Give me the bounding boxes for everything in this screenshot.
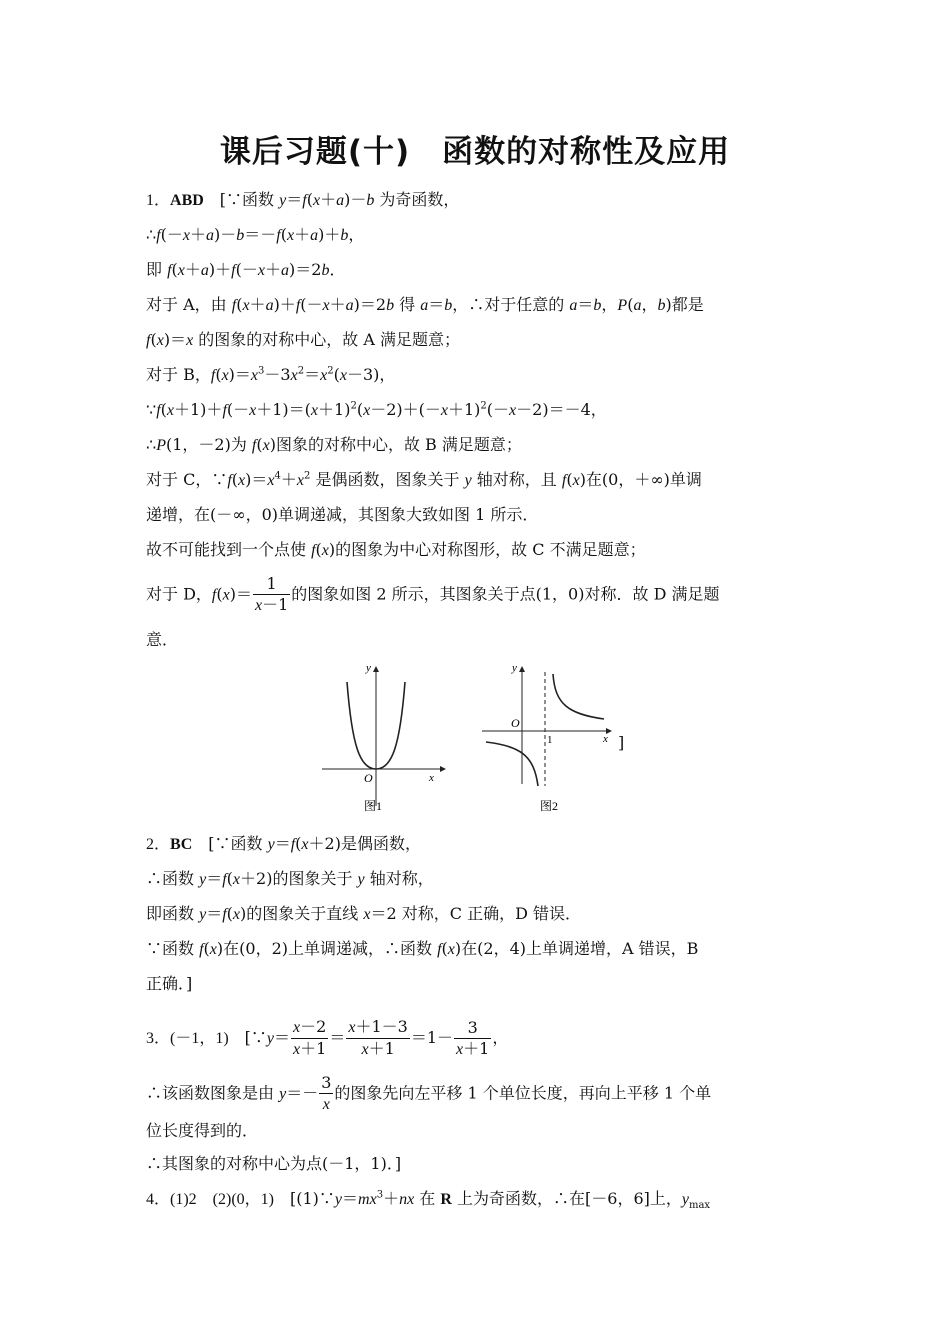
fig1-y-label: y <box>366 662 371 674</box>
figure-1 <box>322 656 452 816</box>
fig2-x-label: x <box>603 733 608 745</box>
q3-number: 3．(－1，1) <box>146 1030 229 1047</box>
q1-line-5: f(x)＝x 的图象的对称中心，故 A 满足题意； <box>146 330 460 349</box>
fig2-caption: 图2 <box>540 799 559 813</box>
q1-line-4: 对于 A，由 f(x＋a)＋f(－x＋a)＝2b 得 a＝b，∴对于任意的 a＝b，P(a，b)都是 <box>146 295 704 314</box>
q2-line-5: 正确．] <box>146 974 193 993</box>
q2-line-1: 2．BC [∵函数 y＝f(x＋2)是偶函数， <box>146 834 421 853</box>
q1-close-bracket: ] <box>618 733 625 752</box>
q2-line-2: ∴函数 y＝f(x＋2)的图象关于 y 轴对称， <box>146 869 434 888</box>
fig2-tick-one: 1 <box>547 734 553 746</box>
q1-line-2: ∴f(－x＋a)－b＝－f(x＋a)＋b， <box>146 225 365 244</box>
q1-line-6: 对于 B，$f(x)=x^3-3x^2=x^2(x-3)$， <box>146 365 396 384</box>
q1-line-9: 对于 C，$\because f(x)=x^4+x^2$ 是偶函数，图象关于 y 轴对称，且 f(x)在(0，＋∞)单调 <box>146 470 702 489</box>
q3-line-4: ∴其图象的对称中心为点(－1，1)．] <box>146 1154 402 1173</box>
q1-number: 1． <box>146 192 171 209</box>
page-title: 课后习题(十) 函数的对称性及应用 <box>219 134 731 170</box>
q1-line-1: 1．ABD [∵函数 y＝f(x＋a)－b 为奇函数， <box>146 190 460 209</box>
fig2-origin-label: O <box>511 716 520 730</box>
fig1-caption: 图1 <box>364 799 383 813</box>
figure-2 <box>476 656 616 816</box>
q1-line-8: ∴P(1，－2)为 f(x)图象的对称中心，故 B 满足题意； <box>146 435 522 454</box>
q2-line-3: 即函数 y＝f(x)的图象关于直线 x＝2 对称，C 正确，D 错误． <box>146 904 581 923</box>
q1-line-3: 即 f(x＋a)＋f(－x＋a)＝2b． <box>146 260 346 279</box>
q1-line-11: 故不可能找到一个点使 f(x)的图象为中心对称图形，故 C 不满足题意； <box>146 540 646 559</box>
q1-line-7: $\because f(x+1)+f(-x+1)=(x+1)^2(x-2)+(-x+1)^2(-x-2)=-4$， <box>146 400 607 419</box>
q2-answer: BC <box>170 836 193 853</box>
q3-line-1: 3．(－1，1) [∵y＝ $\frac{x-2}{x+1}$ ＝ $\frac{x+1-3}{x+1}$ ＝1－ $\frac{3}{x+1}$ ， <box>146 1017 509 1058</box>
fig2-y-label: y <box>512 662 517 674</box>
q3-line-2: ∴该函数图象是由 y＝－ $\frac{3}{x}$ 的图象先向左平移 1 个单位长度，再向上平移 1 个单 <box>146 1073 712 1113</box>
q4-number: 4．(1)2 (2)(0，1) <box>146 1191 274 1208</box>
q1-line-12: 对于 D，f(x)＝ $\frac{1}{x-1}$ 的图象如图 2 所示，其图象关于点(1，0)对称．故 D 满足题 <box>146 574 720 614</box>
q1-answer: ABD <box>170 192 204 209</box>
q2-number: 2． <box>146 836 171 853</box>
q4-line-1: 4．(1)2 (2)(0，1) [$(1)\because y=mx^3+nx$ 在 R 上为奇函数，∴在[－6，6]上，$y_{max}$ <box>146 1189 711 1212</box>
q3-line-3: 位长度得到的． <box>146 1121 259 1140</box>
fig1-origin-label: O <box>364 771 373 785</box>
q1-line-10: 递增，在(－∞，0)单调递减，其图象大致如图 1 所示． <box>146 505 539 524</box>
q1-line-13: 意． <box>146 630 179 649</box>
fig1-x-label: x <box>429 772 434 784</box>
q2-line-4: ∵函数 f(x)在(0，2)上单调递减，∴函数 f(x)在(2，4)上单调递增，A 错误，B <box>146 939 699 958</box>
